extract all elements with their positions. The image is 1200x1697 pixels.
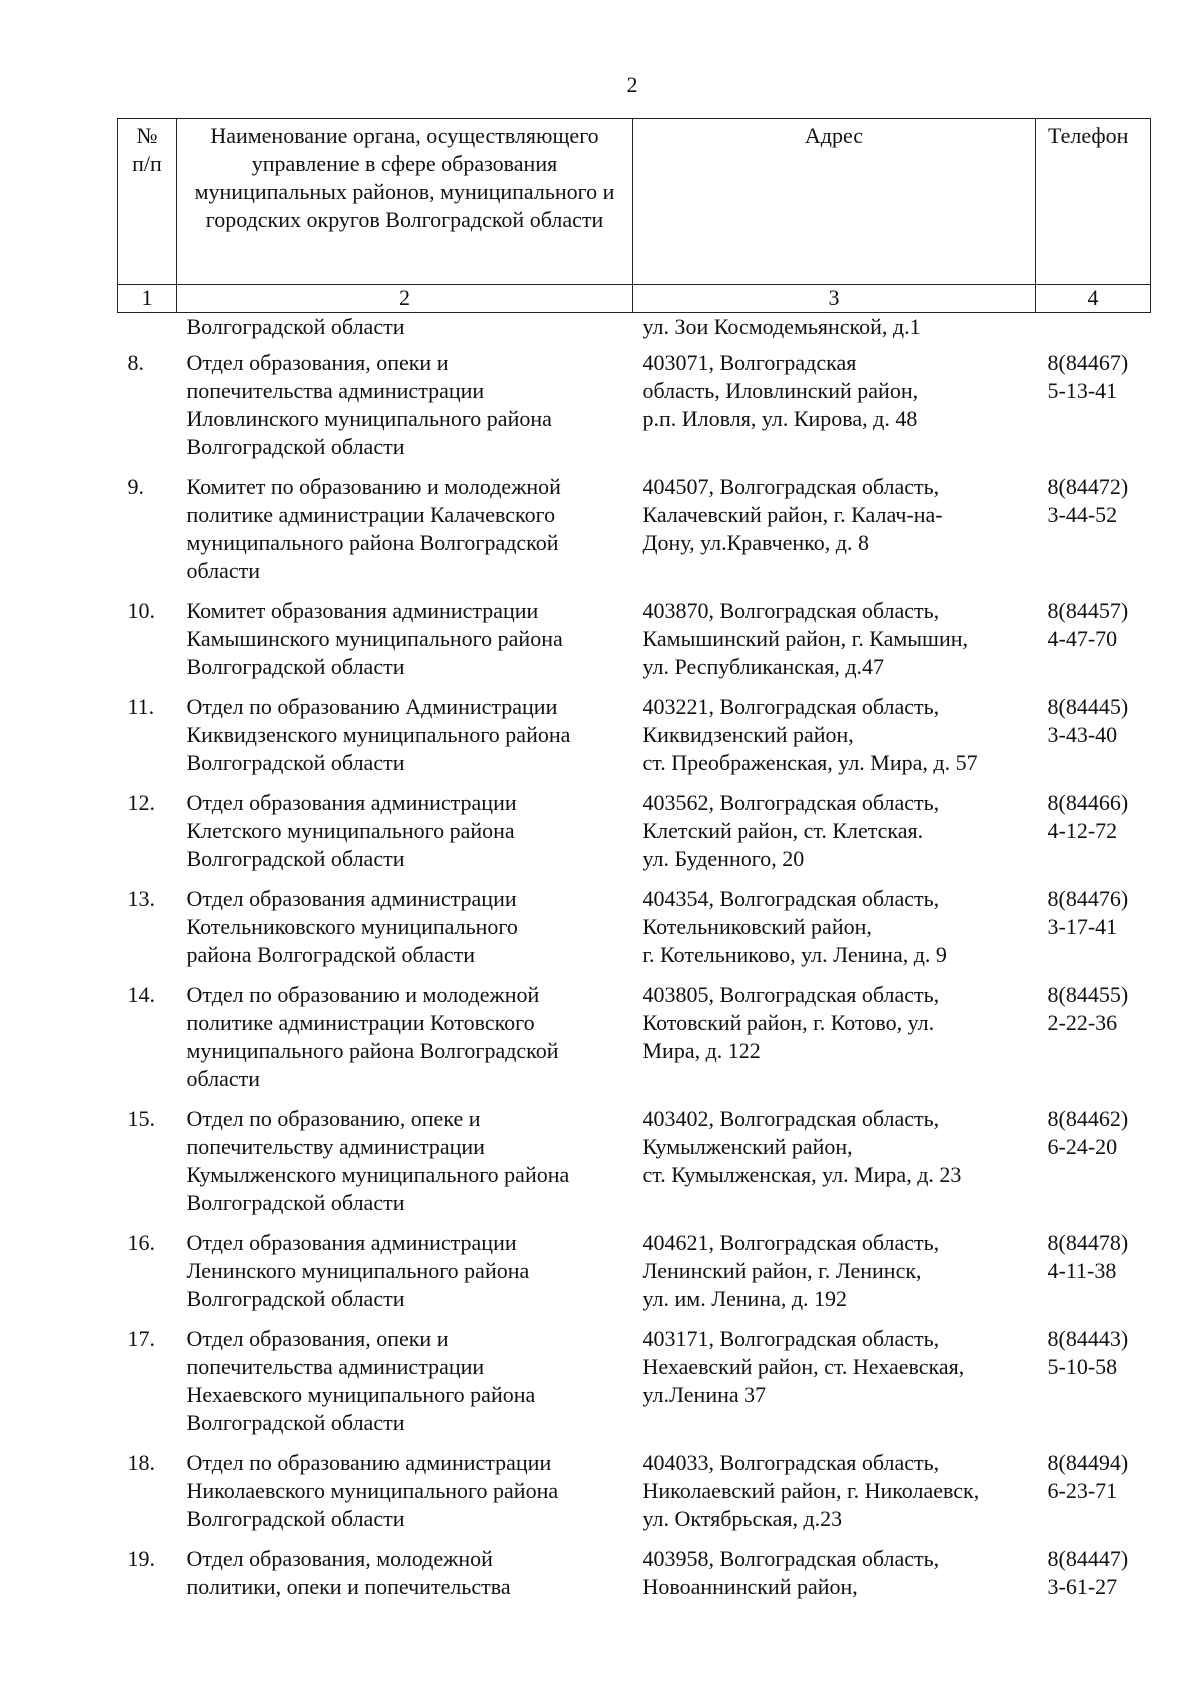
cell-address: 403958, Волгоградская область, Новоаннинский район, bbox=[642, 1546, 940, 1599]
education-bodies-table bbox=[117, 118, 1151, 1613]
cell-phone: 8(84467) 5-13-41 bbox=[1047, 350, 1129, 403]
column-number: 2 bbox=[177, 285, 633, 313]
cell-org: Волгоградской области bbox=[186, 314, 405, 339]
cell-phone: 8(84447) 3-61-27 bbox=[1047, 1546, 1129, 1599]
cell-org: Комитет по образованию и молодежной политике администрации Калачевского муниципального района Волгоградской области bbox=[186, 474, 561, 583]
table-row bbox=[118, 789, 1151, 885]
cell-num: 19. bbox=[127, 1546, 155, 1571]
table-row bbox=[118, 597, 1151, 693]
cell-phone: 8(84466) 4-12-72 bbox=[1047, 790, 1129, 843]
header-org: Наименование органа, осуществляющего управление в сфере образования муниципальных районов, муниципального и городских округов Волгоградской области bbox=[177, 119, 633, 285]
cell-org: Отдел по образованию и молодежной политике администрации Котовского муниципального района Волгоградской области bbox=[186, 982, 559, 1091]
cell-address: 404507, Волгоградская область, Калачевский район, г. Калач-на- Дону, ул.Кравченко, д. 8 bbox=[642, 474, 943, 555]
cell-address: 403221, Волгоградская область, Киквидзенский район, ст. Преображенская, ул. Мира, д. 57 bbox=[642, 694, 978, 775]
table-row bbox=[118, 1229, 1151, 1325]
column-number: 3 bbox=[633, 285, 1036, 313]
cell-address: 403071, Волгоградская область, Иловлинский район, р.п. Иловля, ул. Кирова, д. 48 bbox=[642, 350, 919, 431]
table-row bbox=[118, 693, 1151, 789]
cell-address: 403562, Волгоградская область, Клетский район, ст. Клетская. ул. Буденного, 20 bbox=[642, 790, 940, 871]
cell-phone: 8(84457) 4-47-70 bbox=[1047, 598, 1129, 651]
cell-phone: 8(84478) 4-11-38 bbox=[1047, 1230, 1129, 1283]
cell-num: 15. bbox=[127, 1106, 155, 1131]
cell-phone: 8(84443) 5-10-58 bbox=[1047, 1326, 1129, 1379]
cell-org: Отдел по образованию администрации Николаевского муниципального района Волгоградской области bbox=[186, 1450, 559, 1531]
table-row bbox=[118, 349, 1151, 473]
cell-num: 14. bbox=[127, 982, 155, 1007]
cell-phone bbox=[1036, 313, 1151, 350]
cell-num: 16. bbox=[127, 1230, 155, 1255]
header-phone: Телефон bbox=[1036, 119, 1151, 285]
cell-org: Отдел по образованию, опеке и попечительству администрации Кумылженского муниципального района Волгоградской области bbox=[186, 1106, 570, 1215]
cell-org: Отдел образования, опеки и попечительства администрации Иловлинского муниципального района Волгоградской области bbox=[186, 350, 552, 459]
cell-num: 8. bbox=[127, 350, 144, 375]
cell-phone: 8(84476) 3-17-41 bbox=[1047, 886, 1129, 939]
cell-org: Отдел образования администрации Котельниковского муниципального района Волгоградской области bbox=[186, 886, 518, 967]
cell-phone: 8(84494) 6-23-71 bbox=[1047, 1450, 1129, 1503]
cell-address: 403402, Волгоградская область, Кумылженский район, ст. Кумылженская, ул. Мира, д. 23 bbox=[642, 1106, 962, 1187]
cell-address: 404621, Волгоградская область, Ленинский район, г. Ленинск, ул. им. Ленина, д. 192 bbox=[642, 1230, 940, 1311]
cell-org: Отдел образования администрации Ленинского муниципального района Волгоградской области bbox=[186, 1230, 530, 1311]
table-row bbox=[118, 885, 1151, 981]
table-row bbox=[118, 981, 1151, 1105]
cell-phone: 8(84462) 6-24-20 bbox=[1047, 1106, 1129, 1159]
cell-phone: 8(84445) 3-43-40 bbox=[1047, 694, 1129, 747]
cell-num: 10. bbox=[127, 598, 155, 623]
cell-org: Отдел по образованию Администрации Киквидзенского муниципального района Волгоградской области bbox=[186, 694, 571, 775]
cell-org: Комитет образования администрации Камышинского муниципального района Волгоградской области bbox=[186, 598, 563, 679]
page-number: 2 bbox=[626, 72, 638, 97]
table-row bbox=[118, 1449, 1151, 1545]
cell-address: 403171, Волгоградская область, Нехаевский район, ст. Нехаевская, ул.Ленина 37 bbox=[642, 1326, 965, 1407]
cell-address: 403805, Волгоградская область, Котовский район, г. Котово, ул. Мира, д. 122 bbox=[642, 982, 940, 1063]
cell-num: 9. bbox=[127, 474, 144, 499]
cell-phone: 8(84472) 3-44-52 bbox=[1047, 474, 1129, 527]
column-number: 1 bbox=[118, 285, 177, 313]
cell-num: 13. bbox=[127, 886, 155, 911]
cell-org: Отдел образования, молодежной политики, опеки и попечительства bbox=[186, 1546, 511, 1599]
table-header-row bbox=[118, 119, 1151, 285]
table-row bbox=[118, 1105, 1151, 1229]
cell-num: 17. bbox=[127, 1326, 155, 1351]
cell-num: 18. bbox=[127, 1450, 155, 1475]
cell-address: 404354, Волгоградская область, Котельниковский район, г. Котельниково, ул. Ленина, д. 9 bbox=[642, 886, 947, 967]
table-body bbox=[118, 313, 1151, 1614]
cell-org: Отдел образования, опеки и попечительства администрации Нехаевского муниципального района Волгоградской области bbox=[186, 1326, 536, 1435]
cell-phone: 8(84455) 2-22-36 bbox=[1047, 982, 1129, 1035]
column-number-row bbox=[118, 285, 1151, 313]
cell-num: 11. bbox=[127, 694, 155, 719]
table-row bbox=[118, 473, 1151, 597]
header-num: № п/п bbox=[118, 119, 177, 285]
table-row bbox=[118, 1325, 1151, 1449]
cell-address: ул. Зои Космодемьянской, д.1 bbox=[642, 314, 921, 339]
cell-num bbox=[118, 313, 177, 350]
table-row bbox=[118, 1545, 1151, 1613]
cell-num: 12. bbox=[127, 790, 155, 815]
cell-address: 404033, Волгоградская область, Николаевский район, г. Николаевск, ул. Октябрьская, д.23 bbox=[642, 1450, 980, 1531]
cell-address: 403870, Волгоградская область, Камышинский район, г. Камышин, ул. Республиканская, д.47 bbox=[642, 598, 969, 679]
column-number: 4 bbox=[1036, 285, 1151, 313]
header-address: Адрес bbox=[633, 119, 1036, 285]
continuation-row bbox=[118, 313, 1151, 350]
cell-org: Отдел образования администрации Клетского муниципального района Волгоградской области bbox=[186, 790, 517, 871]
